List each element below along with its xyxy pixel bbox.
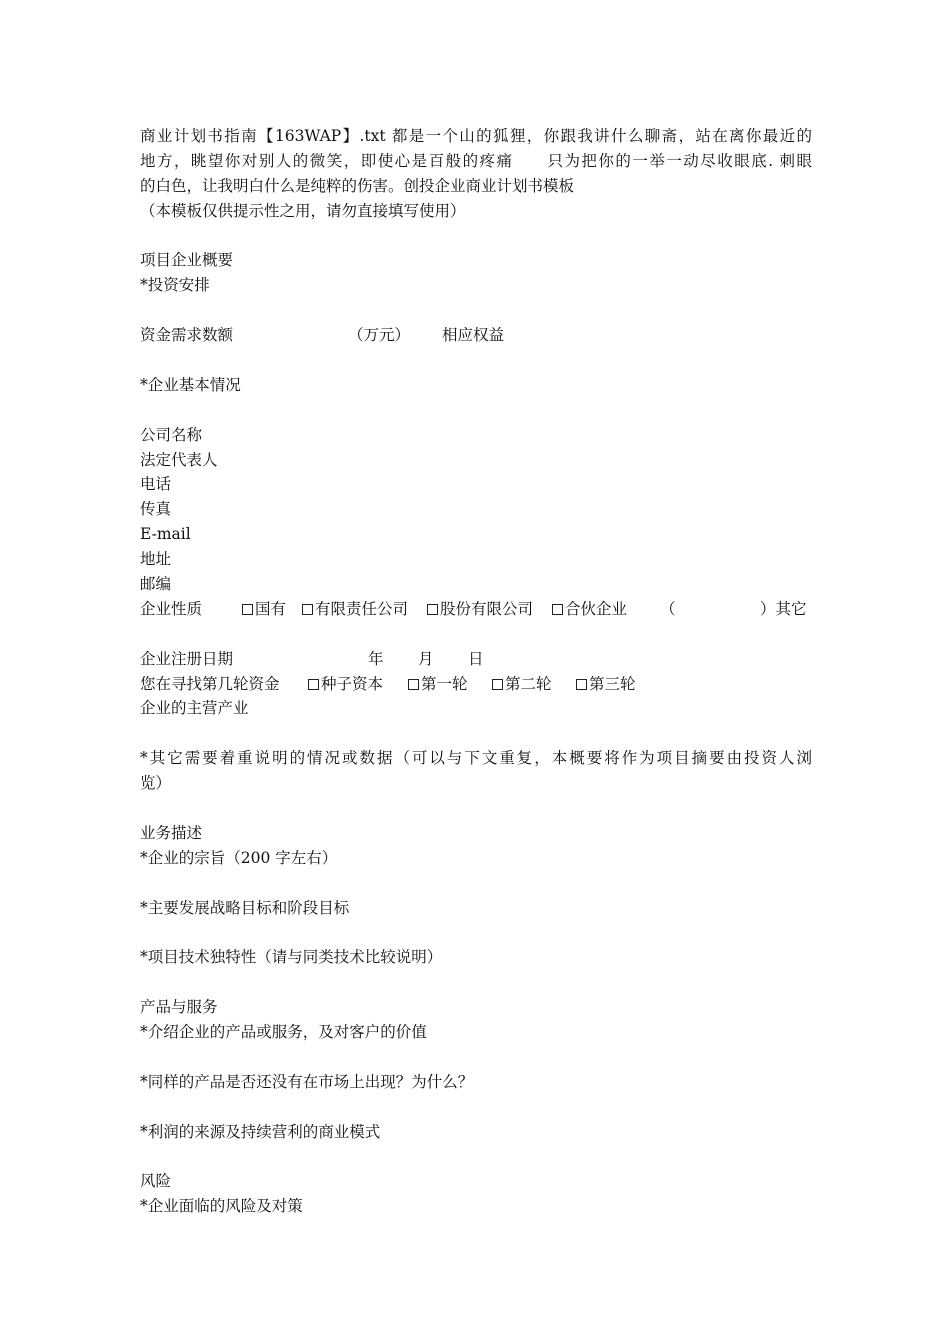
spacer xyxy=(140,1045,812,1070)
field-legal-rep: 法定代表人 xyxy=(140,450,218,469)
spacer xyxy=(140,970,812,995)
business-tech: *项目技术独特性（请与同类技术比较说明） xyxy=(140,948,443,967)
field-postcode: 邮编 xyxy=(140,575,172,594)
document-page xyxy=(140,124,812,1219)
checkbox-icon xyxy=(302,604,313,615)
funding-label: 资金需求数额 xyxy=(140,326,234,345)
spacer xyxy=(140,224,812,249)
round-option-first[interactable]: 第一轮 xyxy=(408,672,492,697)
registration-date-row xyxy=(140,647,812,672)
round-option-second[interactable]: 第二轮 xyxy=(492,672,576,697)
main-industry: 企业的主营产业 xyxy=(140,699,249,718)
spacer xyxy=(140,1145,812,1170)
spacer xyxy=(140,871,812,896)
reg-day: 日 xyxy=(468,649,484,668)
nature-option-joint-stock[interactable]: 股份有限公司 xyxy=(427,597,552,622)
field-phone: 电话 xyxy=(140,475,172,494)
reg-date-label: 企业注册日期 xyxy=(140,649,234,668)
reg-year: 年 xyxy=(368,649,384,668)
spacer xyxy=(140,398,812,423)
field-fax: 传真 xyxy=(140,500,172,519)
spacer xyxy=(140,796,812,821)
business-heading: 业务描述 xyxy=(140,823,203,842)
funding-round-row xyxy=(140,672,812,697)
products-heading: 产品与服务 xyxy=(140,998,218,1017)
checkbox-icon xyxy=(576,679,587,690)
spacer xyxy=(140,348,812,373)
spacer xyxy=(140,721,812,746)
products-profit: *利润的来源及持续营利的商业模式 xyxy=(140,1122,381,1141)
checkbox-icon xyxy=(492,679,503,690)
nature-option-partnership[interactable]: 合伙企业 xyxy=(552,597,660,622)
intro-line-2: 地方，眺望你对别人的微笑，即使心是百般的疼痛 只为把你的一举一动尽收眼底. 刺眼 xyxy=(140,151,812,170)
spacer xyxy=(140,622,812,647)
checkbox-icon xyxy=(308,679,319,690)
reg-month: 月 xyxy=(418,649,434,668)
nature-other-open: （ xyxy=(660,599,676,618)
spacer xyxy=(140,921,812,946)
products-market: *同样的产品是否还没有在市场上出现？为什么？ xyxy=(140,1072,474,1091)
funding-unit: （万元） xyxy=(348,326,411,345)
checkbox-icon xyxy=(242,604,253,615)
template-note: （本模板仅供提示性之用，请勿直接填写使用） xyxy=(140,201,466,220)
spacer xyxy=(140,1095,812,1120)
equity-label: 相应权益 xyxy=(442,326,505,345)
checkbox-icon xyxy=(552,604,563,615)
intro-line-1: 商业计划书指南【163WAP】.txt 都是一个山的狐狸，你跟我讲什么聊斋，站在离你最近的 xyxy=(140,127,812,145)
field-address: 地址 xyxy=(140,550,172,569)
funding-row xyxy=(140,323,812,348)
round-option-seed[interactable]: 种子资本 xyxy=(308,672,408,697)
nature-option-state[interactable]: 国有 xyxy=(242,597,302,622)
checkbox-icon xyxy=(427,604,438,615)
overview-heading: 项目企业概要 xyxy=(140,251,234,270)
business-purpose: *企业的宗旨（200 字左右） xyxy=(140,848,338,867)
other-notes-line-1: *其它需要着重说明的情况或数据（可以与下文重复，本概要将作为项目摘要由投资人浏 xyxy=(140,749,812,768)
risk-item: *企业面临的风险及对策 xyxy=(140,1197,303,1216)
nature-label: 企业性质 xyxy=(140,599,203,618)
round-label: 您在寻找第几轮资金 xyxy=(140,674,280,693)
intro-line-3: 的白色，让我明白什么是纯粹的伤害。创投企业商业计划书模板 xyxy=(140,176,575,195)
nature-other-close: ）其它 xyxy=(760,599,807,618)
investment-heading: *投资安排 xyxy=(140,276,210,295)
field-company-name: 公司名称 xyxy=(140,425,203,444)
spacer xyxy=(140,298,812,323)
business-strategy: *主要发展战略目标和阶段目标 xyxy=(140,898,350,917)
field-email: E-mail xyxy=(140,525,191,544)
products-intro: *介绍企业的产品或服务，及对客户的价值 xyxy=(140,1023,427,1042)
checkbox-icon xyxy=(408,679,419,690)
other-notes-line-2: 览） xyxy=(140,774,172,793)
risk-heading: 风险 xyxy=(140,1172,172,1191)
enterprise-nature-row xyxy=(140,597,812,622)
basic-info-heading: *企业基本情况 xyxy=(140,375,241,394)
nature-option-llc[interactable]: 有限责任公司 xyxy=(302,597,427,622)
round-option-third[interactable]: 第三轮 xyxy=(576,672,636,697)
